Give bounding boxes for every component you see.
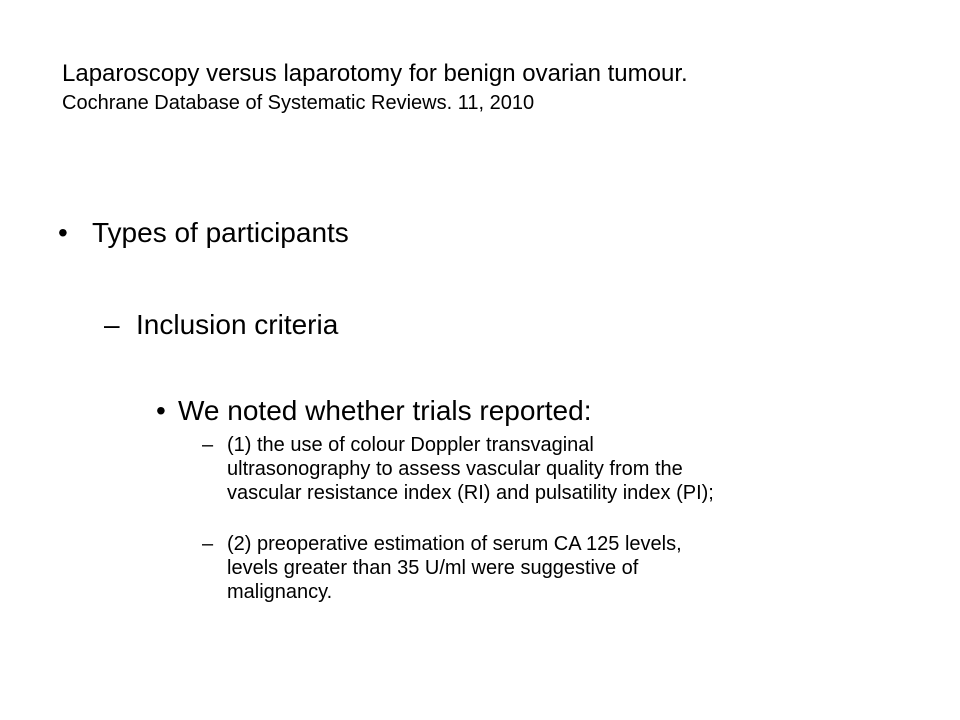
sub-item-text xyxy=(227,532,917,604)
dash-marker: – xyxy=(202,434,214,456)
sub-item-line: malignancy. xyxy=(227,581,333,603)
sub-item-line: levels greater than 35 U/ml were suggestive of xyxy=(227,557,639,579)
sub-item-line: (1) the use of colour Doppler transvaginal xyxy=(227,434,594,456)
slide-title xyxy=(62,58,922,116)
bullet-text: We noted whether trials reported: xyxy=(178,395,592,426)
bullet-marker: • xyxy=(58,217,68,248)
title-main: Laparoscopy versus laparotomy for benign ovarian tumour. xyxy=(62,60,688,87)
sub-item-line: (2) preoperative estimation of serum CA 125 levels, xyxy=(227,533,682,555)
bullet-text: Inclusion criteria xyxy=(136,309,339,340)
bullet-marker: • xyxy=(156,395,166,426)
sub-item-line: vascular resistance index (RI) and pulsatility index (PI); xyxy=(227,482,714,504)
dash-marker: – xyxy=(104,309,120,340)
sub-item-text xyxy=(227,433,917,505)
sub-item-line: ultrasonography to assess vascular quality from the xyxy=(227,458,683,480)
bullet-text: Types of participants xyxy=(92,217,349,248)
dash-marker: – xyxy=(202,533,214,555)
title-citation: Cochrane Database of Systematic Reviews. 11, 2010 xyxy=(62,92,535,114)
